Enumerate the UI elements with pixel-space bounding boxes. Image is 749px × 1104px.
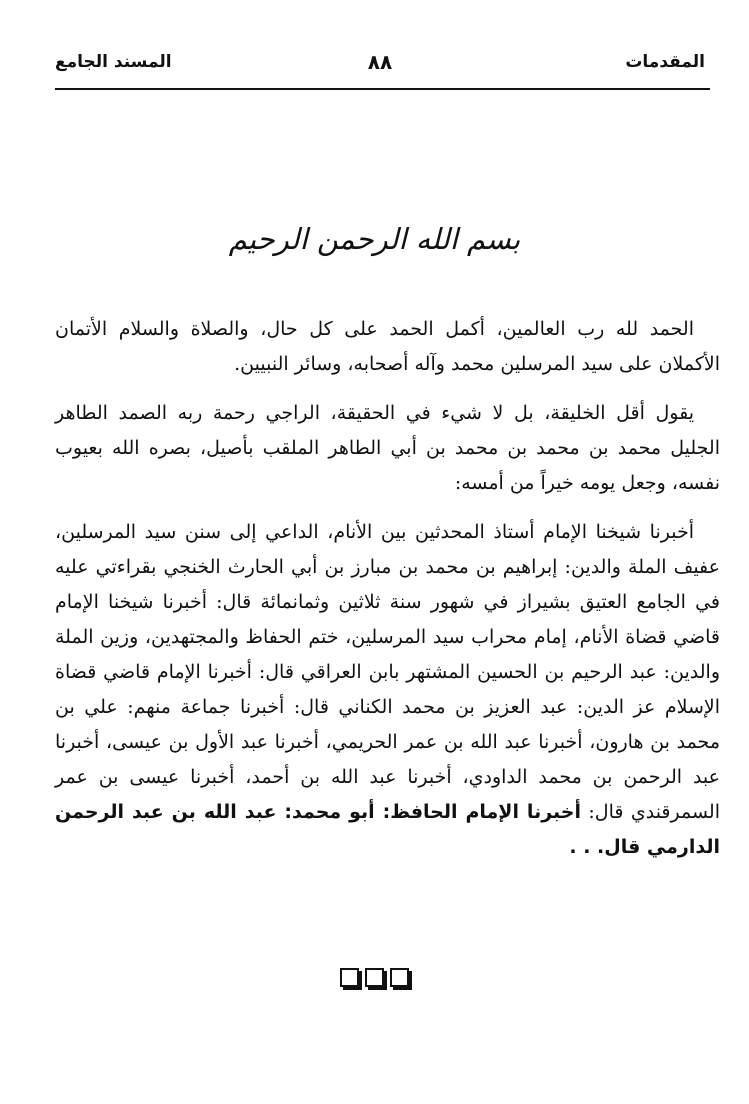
- isnad-text: أخبرنا شيخنا الإمام أستاذ المحدثين بين الأنام، الداعي إلى سنن سيد المرسلين، عفيف الملة والدين: إبراهيم بن محمد بن مبارز بن أبي الحارث الخنجي بقراءتي عليه في الجامع العتيق بشيراز في شهور سنة ثلاثين وثمانمائة قال: أخبرنا شيخنا الإمام قاضي قضاة الأنام، إمام محراب سيد المرسلين، ختم الحفاظ والمجتهدين، وزين الملة والدين: عبد الرحيم بن الحسين المشتهر بابن العراقي قال: أخبرنا الإمام قاضي قضاة الإسلام عز الدين: عبد العزيز بن محمد الكناني قال: أخبرنا جماعة منهم: علي بن محمد بن هارون، أخبرنا عبد الله بن عمر الحريمي، أخبرنا عبد الأول بن عيسى، أخبرنا عبد الرحمن بن محمد الداودي، أخبرنا عبد الله بن أحمد، أخبرنا عيسى بن عمر السمرقندي قال:: [55, 521, 720, 823]
- running-header: [55, 50, 705, 82]
- section-end-ornament: [0, 968, 749, 987]
- book-title: المسند الجامع: [55, 52, 172, 72]
- section-title: المقدمات: [625, 52, 705, 72]
- main-text: [55, 312, 720, 879]
- paragraph-isnad: [55, 515, 720, 865]
- isnad-closing-bold: أخبرنا الإمام الحافظ: أبو محمد: عبد الله بن عبد الرحمن الدارمي قال. . .: [55, 801, 720, 858]
- header-rule: [55, 88, 710, 90]
- ornament-square-icon: [365, 968, 384, 987]
- ornament-square-icon: [390, 968, 409, 987]
- basmala-calligraphy: بسم الله الرحمن الرحيم: [228, 222, 521, 256]
- page-number: ٨٨: [367, 50, 393, 74]
- paragraph-opening-praise: الحمد لله رب العالمين، أكمل الحمد على كل حال، والصلاة والسلام الأتمان الأكملان على سيد المرسلين محمد وآله أصحابه، وسائر النبيين.: [55, 318, 720, 375]
- paragraph-author-intro: يقول أقل الخليقة، بل لا شيء في الحقيقة، الراجي رحمة ربه الصمد الطاهر الجليل محمد بن محمد بن محمد بن أبي الطاهر الملقب بأصيل، بصره الله بعيوب نفسه، وجعل يومه خيراً من أمسه:: [55, 402, 720, 494]
- ornament-square-icon: [340, 968, 359, 987]
